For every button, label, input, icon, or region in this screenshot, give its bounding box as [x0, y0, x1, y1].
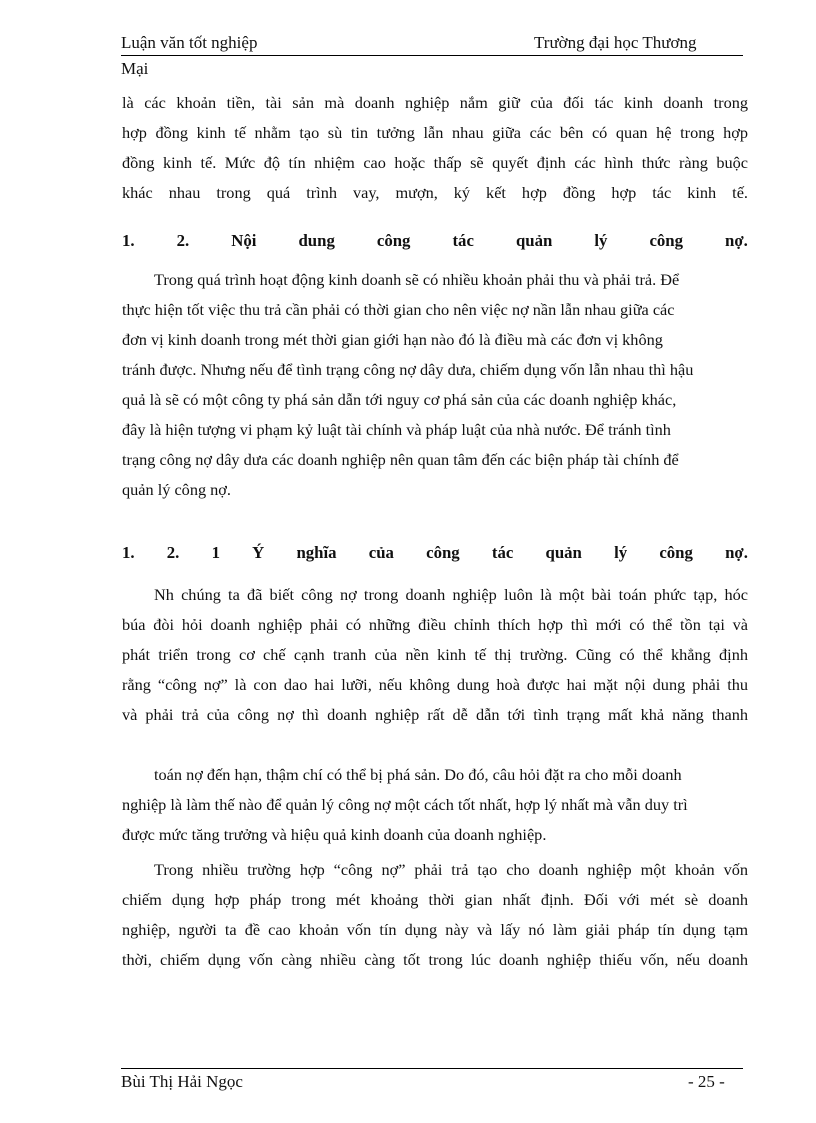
paragraph-5: [122, 855, 748, 975]
heading-word: Ý: [252, 543, 265, 562]
heading-word: lý: [614, 543, 628, 562]
paragraph-line: trạng công nợ dây dưa các doanh nghiệp nên quan tâm đến các biện pháp tài chính để: [122, 450, 679, 469]
heading-word: quản: [515, 231, 553, 250]
paragraph-line: quả là sẽ có một công ty phá sản dẫn tới nguy cơ phá sản của các doanh nghiệp khác,: [122, 390, 677, 409]
heading-word: 1.: [122, 543, 135, 562]
header-rule: [121, 55, 743, 56]
heading-word: Nội: [231, 231, 257, 250]
header-right-title: Trường đại học Thương: [534, 33, 697, 52]
heading-word: của: [368, 543, 394, 562]
section-heading-1-2-1: [122, 543, 748, 563]
paragraph-line: đơn vị kinh doanh trong mét thời gian giới hạn nào đó là điều mà các đơn vị không: [122, 330, 663, 349]
heading-word: 2.: [176, 231, 190, 250]
section-heading-1-2: [122, 231, 748, 251]
paragraph-line: phát triển trong cơ chế cạnh tranh của nền kinh tế thị trường. Cũng có thể khẳng định: [122, 645, 748, 664]
paragraph-line: rằng “công nợ” là con dao hai lưỡi, nếu không dung hoà được hai mặt nội dung phải thu: [122, 675, 748, 694]
paragraph-line: quản lý công nợ.: [122, 480, 231, 499]
footer-author: Bùi Thị Hải Ngọc: [121, 1072, 243, 1091]
header-left-title: Luận văn tốt nghiệp: [121, 33, 258, 52]
paragraph-line: nghiệp là làm thế nào để quản lý công nợ một cách tốt nhất, hợp lý nhất mà vẫn duy trì: [122, 795, 688, 814]
heading-word: công: [426, 543, 460, 562]
paragraph-line: tránh được. Nhưng nếu để tình trạng công nợ dây dưa, chiếm dụng vốn lẫn nhau thì hậu: [122, 360, 694, 379]
paragraph-line: Nh chúng ta đã biết công nợ trong doanh nghiệp luôn là một bài toán phức tạp, hóc: [154, 585, 748, 604]
paragraph-line: Trong nhiều trường hợp “công nợ” phải trả tạo cho doanh nghiệp một khoản vốn: [154, 860, 748, 879]
heading-word: 2.: [166, 543, 180, 562]
heading-word: nghĩa: [296, 543, 337, 562]
heading-word: công: [659, 543, 693, 562]
paragraph-2: [122, 265, 748, 505]
heading-word: công: [376, 231, 411, 250]
heading-word: tác: [452, 231, 474, 250]
paragraph-line: chiếm dụng hợp pháp trong mét khoảng thời gian nhất định. Đối với mét sè doanh: [122, 890, 748, 909]
heading-word: tác: [491, 543, 514, 562]
heading-word: 1.: [122, 231, 135, 250]
heading-word: quản: [545, 543, 582, 562]
paragraph-line: là các khoản tiền, tài sản mà doanh nghiệp nắm giữ của đối tác kinh doanh trong: [122, 93, 748, 112]
paragraph-line: đây là hiện tượng vi phạm kỷ luật tài chính và pháp luật của nhà nước. Để tránh tình: [122, 420, 671, 439]
paragraph-line: Trong quá trình hoạt động kinh doanh sẽ có nhiều khoản phải thu và phải trả. Để: [154, 270, 680, 289]
header-continuation: Mại: [121, 59, 149, 78]
paragraph-4: [122, 760, 748, 850]
paragraph-line: toán nợ đến hạn, thậm chí có thể bị phá sản. Do đó, câu hỏi đặt ra cho mỗi doanh: [154, 765, 682, 784]
paragraph-line: và phải trả của công nợ thì doanh nghiệp rất dễ dẫn tới tình trạng mất khả năng thanh: [122, 705, 748, 724]
paragraph-line: búa đòi hỏi doanh nghiệp phải có những điều chỉnh thích hợp thì mới có thể tồn tại và: [122, 615, 748, 634]
paragraph-3: [122, 580, 748, 730]
heading-word: nợ.: [725, 231, 748, 250]
heading-word: dung: [298, 231, 335, 250]
paragraph-line: được mức tăng trưởng và hiệu quả kinh doanh của doanh nghiệp.: [122, 825, 547, 844]
paragraph-line: thực hiện tốt việc thu trả cần phải có thời gian cho nên việc nợ nần lẫn nhau giữa các: [122, 300, 675, 319]
paragraph-line: hợp đồng kinh tế nhằm tạo sù tin tưởng lẫn nhau giữa các bên có quan hệ trong hợp: [122, 123, 748, 142]
page-number: - 25 -: [688, 1072, 725, 1091]
heading-word: công: [649, 231, 684, 250]
heading-word: lý: [594, 231, 608, 250]
heading-word: nợ.: [725, 543, 748, 562]
paragraph-line: đồng kinh tế. Mức độ tín nhiệm cao hoặc thấp sẽ quyết định các hình thức ràng buộc: [122, 153, 748, 172]
paragraph-1: [122, 88, 748, 208]
paragraph-line: nghiệp, người ta đề cao khoản vốn tín dụng này và lấy nó làm giải pháp tín dụng tạm: [122, 920, 748, 939]
footer-rule: [121, 1068, 743, 1069]
heading-word: 1: [211, 543, 220, 562]
paragraph-line: khác nhau trong quá trình vay, mượn, ký kết hợp đồng hợp tác kinh tế.: [122, 183, 748, 202]
paragraph-line: thời, chiếm dụng vốn càng nhiều càng tốt trong lúc doanh nghiệp thiếu vốn, nếu doanh: [122, 950, 748, 969]
